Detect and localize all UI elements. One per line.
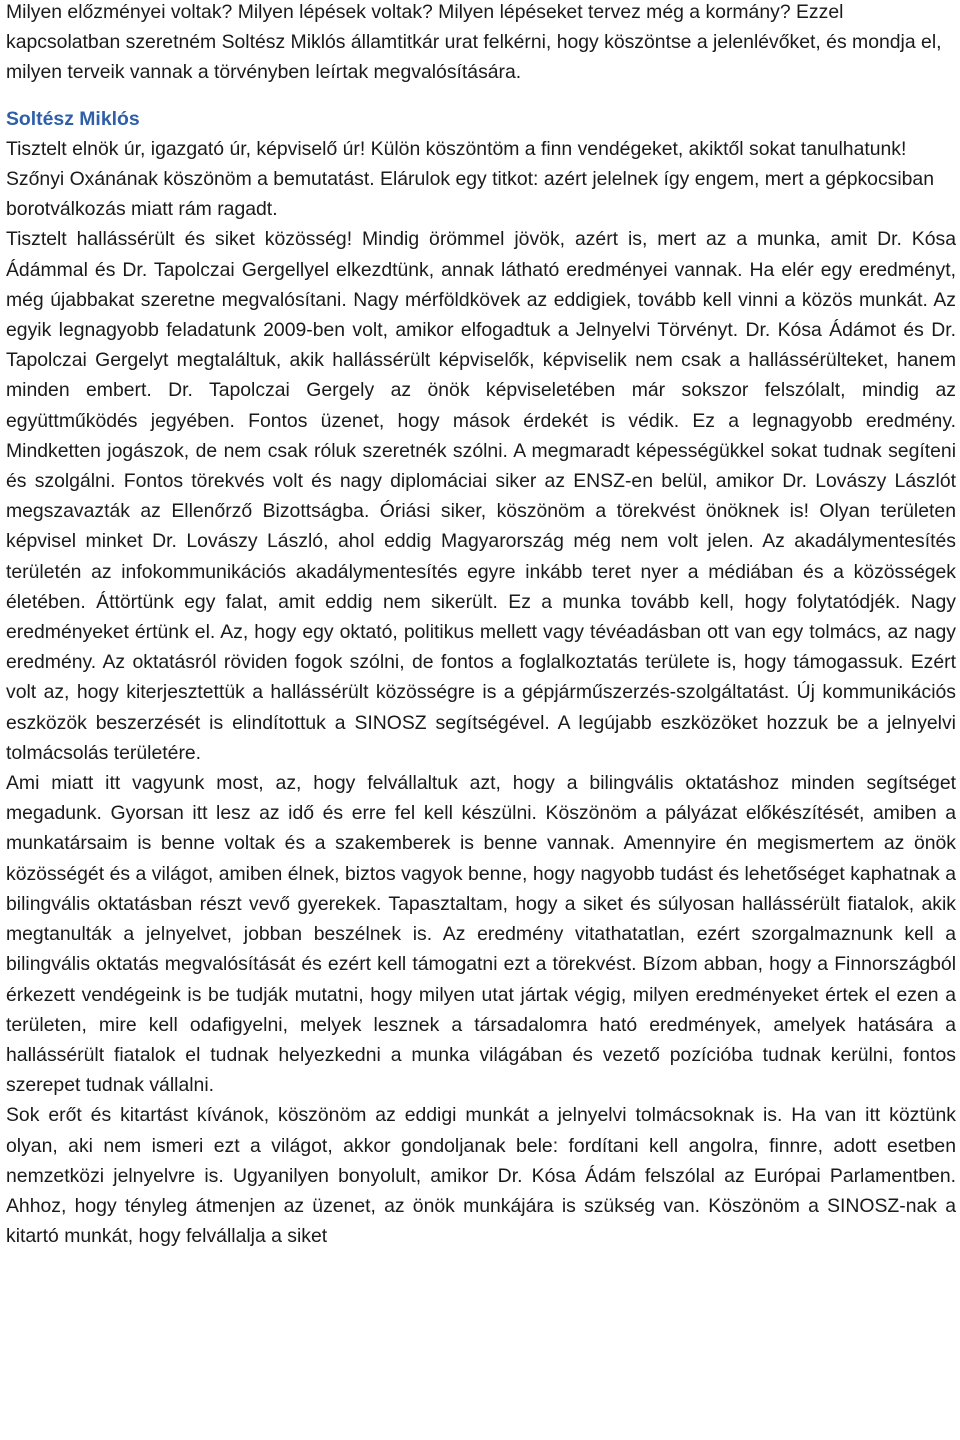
speaker-heading: Soltész Miklós xyxy=(6,107,140,130)
speech-paragraph: Tisztelt hallássérült és siket közösség! Mindig örömmel jövök, azért is, mert az a munka, amit Dr. Kósa Ádámmal és Dr. Tapolczai Gergellyel elkezdtünk, annak látható eredményei vannak. Ha elér egy eredményt, még újabbakat szeretne megvalósítani. Nagy mérföldkövek az eddigiek, tovább kell vinni a közös munkát. Az egyik legnagyobb feladatunk 2009-ben volt, amikor elfogadtuk a Jelnyelvi Törvényt. Dr. Kósa Ádámot és Dr. Tapolczai Gergelyt megtaláltuk, akik hallássérült képviselők, képviselik nem csak a hallássérülteket, hanem minden embert. Dr. Tapolczai Gergely az önök képviseletében már sokszor felszólalt, mindig az együttműködés jegyében. Fontos üzenet, hogy mások érdekét is védik. Ez a legnagyobb eredmény. Mindketten jogászok, de nem csak róluk szeretnék szólni. A megmaradt képességükkel sokat tudnak segíteni és szolgálni. Fontos törekvés volt és nagy diplomáciai siker az ENSZ-en belül, amikor Dr. Lovászy Lászlót megszavazták az Ellenőrző Bizottságba. Óriási siker, köszönöm a törekvést önöknek is! Olyan területen képvisel minket Dr. Lovászy László, ahol eddig Magyarország még nem volt jelen. Az akadálymentesítés területén az infokommunikációs akadálymentesítés egyre inkább teret nyer a médiában és a közösségek életében. Áttörtünk egy falat, amit eddig nem sikerült. Ez a munka tovább kell, hogy folytatódjék. Nagy eredményeket értünk el. Az, hogy egy oktató, politikus mellett vagy tévéadásban ott van egy tolmács, az nagy eredmény. Az oktatásról röviden fogok szólni, de fontos a foglalkoztatás területe is, hogy támogassuk. Ezért volt az, hogy kiterjesztettük a hallássérült közösségre is a gépjárműszerzés-szolgáltatást. Új kommunikációs eszközök beszerzését is elindítottuk a SINOSZ segítségével. A legújabb eszközöket hozzuk be a jelnyelvi tolmácsolás területére. xyxy=(6,228,956,764)
speech-paragraph: Ami miatt itt vagyunk most, az, hogy felvállaltuk azt, hogy a bilingvális oktatáshoz minden segítséget megadunk. Gyorsan itt lesz az idő és erre fel kell készülni. Köszönöm a pályázat előkészítését, amiben a munkatársaim is benne voltak és a szakemberek is benne vannak. Amennyire én megismertem az önök közösségét és a világot, amiben élnek, biztos vagyok benne, hogy nagyobb tudást és lehetőséget kaphatnak a bilingvális oktatásban részt vevő gyerekek. Tapasztaltam, hogy a siket és súlyosan hallássérült fiatalok, akik megtanulták a jelnyelvet, jobban beszélnek is. Az eredmény vitathatatlan, ezért szorgalmaznunk kell a bilingvális oktatás megvalósítását és ezért kell támogatni ezt a törekvést. Bízom abban, hogy a Finnországból érkezett vendégeink is be tudják mutatni, hogy milyen utat jártak végig, milyen eredményeket értek el ezen a területen, mire kell odafigyelni, melyek lesznek a társadalomra ható eredmények, amelyek hatására a hallássérült fiatalok el tudnak helyezkedni a munka világában és vezető pozícióba tudnak kerülni, fontos szerepet tudnak vállalni. xyxy=(6,772,956,1097)
speech-paragraph: Tisztelt elnök úr, igazgató úr, képviselő úr! Külön köszöntöm a finn vendégeket, akiktől sokat tanulhatunk! Szőnyi Oxánának köszönöm a bemutatást. Elárulok egy titkot: azért jelelnek így engem, mert a gépkocsiban borotválkozás miatt rám ragadt. xyxy=(6,137,935,221)
intro-paragraph: Milyen előzményei voltak? Milyen lépések voltak? Milyen lépéseket tervez még a kormány? Ezzel kapcsolatban szeretném Soltész Miklós államtitkár urat felkérni, hogy köszöntse a jelenlévőket, és mondja el, milyen terveik vannak a törvényben leírtak megvalósítására. xyxy=(6,1,942,84)
document-page xyxy=(6,0,956,1251)
speech-paragraph: Sok erőt és kitartást kívánok, köszönöm az eddigi munkát a jelnyelvi tolmácsoknak is. Ha van itt köztünk olyan, aki nem ismeri ezt a világot, akkor gondoljanak bele: fordítani kell angolra, finnre, adott esetben nemzetközi jelnyelvre is. Ugyanilyen bonyolult, amikor Dr. Kósa Ádám felszólal az Európai Parlamentben. Ahhoz, hogy tényleg átmenjen az üzenet, az önök munkájára is szükség van. Köszönöm a SINOSZ-nak a kitartó munkát, hogy felvállalja a siket xyxy=(6,1104,956,1248)
